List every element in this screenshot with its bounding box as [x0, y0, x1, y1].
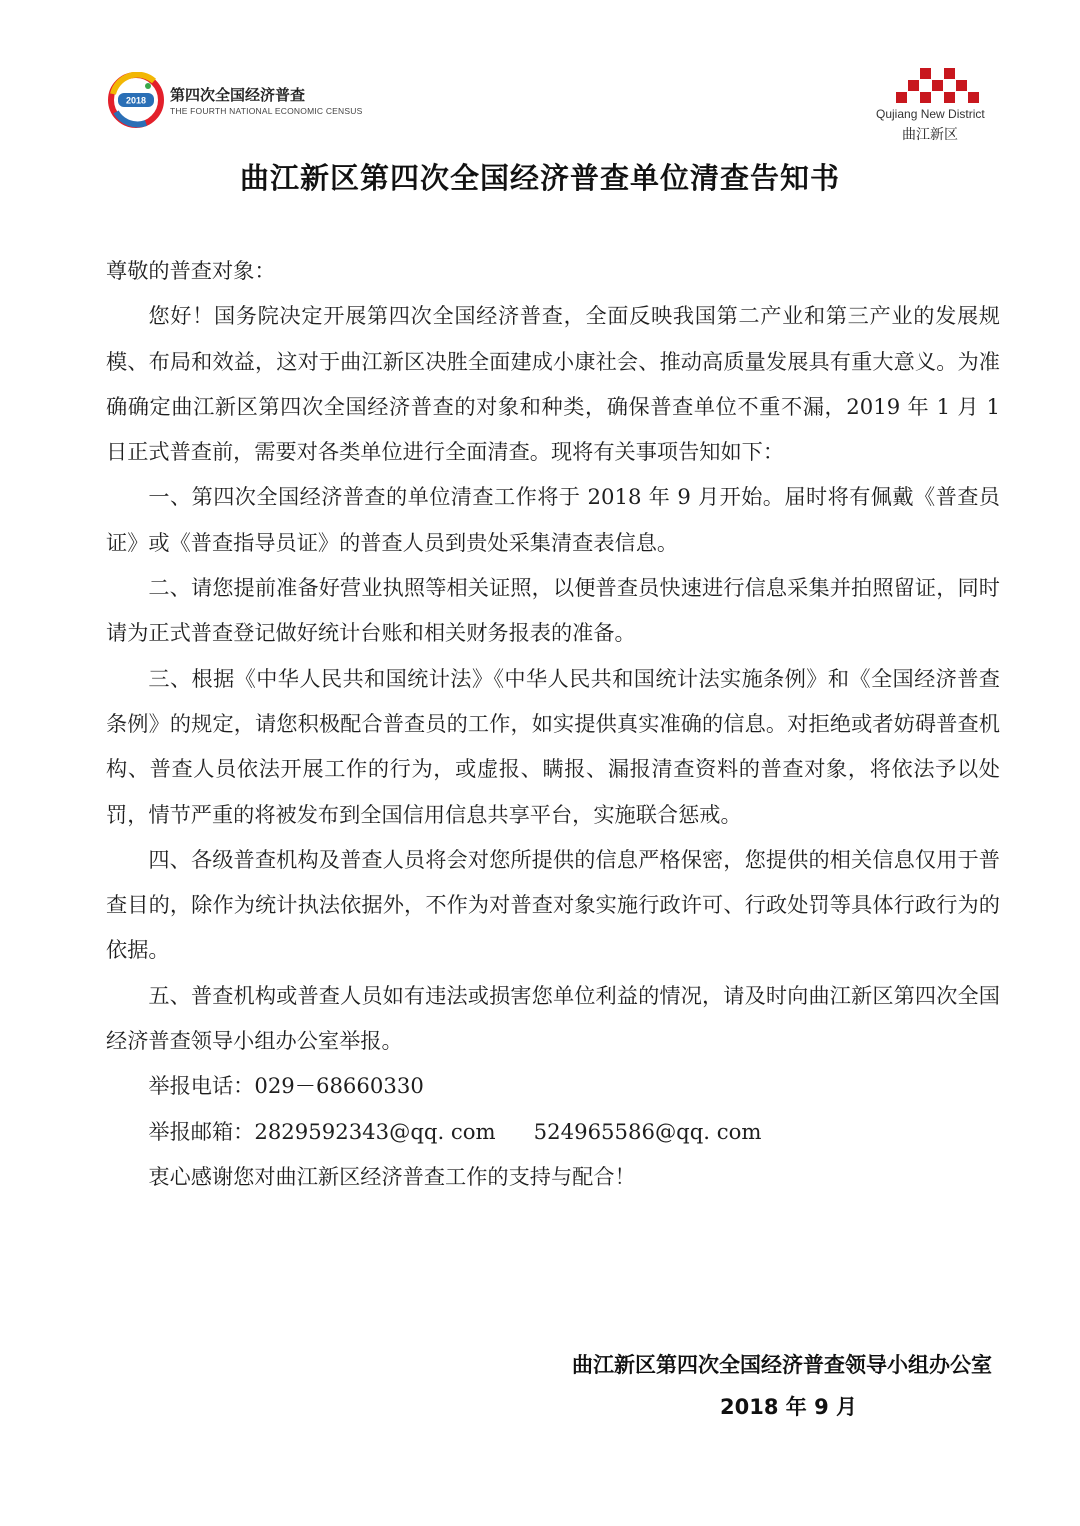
signature-block: [572, 1344, 992, 1428]
paragraph-item-3: 三、根据《中华人民共和国统计法》《中华人民共和国统计法实施条例》和《全国经济普查条例》的规定，请您积极配合普查员的工作，如实提供真实准确的信息。对拒绝或者妨碍普查机构、普查人员依法开展工作的行为，或虚报、瞒报、漏报清查资料的普查对象，将依法予以处罚，情节严重的将被发布到全国信用信息共享平台，实施联合惩戒。: [106, 665, 1000, 827]
report-email: [106, 1109, 1000, 1154]
qujiang-logo: [872, 66, 1012, 146]
paragraph-item-1: 一、第四次全国经济普查的单位清查工作将于 2018 年 9 月开始。届时将有佩戴《普查员证》或《普查指导员证》的普查人员到贵处采集清查表信息。: [106, 484, 1000, 555]
document-title: 曲江新区第四次全国经济普查单位清查告知书: [239, 161, 840, 195]
salutation: 尊敬的普查对象：: [106, 258, 276, 283]
paragraph-item-4: 四、各级普查机构及普查人员将会对您所提供的信息严格保密，您提供的相关信息仅用于普查目的，除作为统计执法依据外，不作为对普查对象实施行政许可、行政处罚等具体行政行为的依据。: [106, 846, 1000, 963]
signature-date: 2018 年 9 月: [720, 1395, 857, 1419]
paragraph-item-2: 二、请您提前准备好营业执照等相关证照，以便普查员快速进行信息采集并拍照留证，同时请为正式普查登记做好统计台账和相关财务报表的准备。: [106, 575, 1000, 646]
census-logo-english: THE FOURTH NATIONAL ECONOMIC CENSUS: [170, 106, 363, 116]
census-logo-year: 2018: [125, 95, 147, 106]
report-phone: [106, 1063, 1000, 1108]
census-logo: [108, 72, 363, 128]
report-phone-number: 029－68660330: [254, 1073, 424, 1099]
paragraph-item-5: 五、普查机构或普查人员如有违法或损害您单位利益的情况，请及时向曲江新区第四次全国经济普查领导小组办公室举报。: [106, 982, 1000, 1054]
census-logo-name: 第四次全国经济普查: [170, 86, 306, 104]
report-email-label: 举报邮箱：: [148, 1118, 255, 1144]
qujiang-logo-english: Qujiang New District: [876, 107, 985, 121]
signature-organization: 曲江新区第四次全国经济普查领导小组办公室: [572, 1353, 992, 1377]
qujiang-logo-name: 曲江新区: [902, 127, 958, 143]
closing-thanks: 衷心感谢您对曲江新区经济普查工作的支持与配合！: [148, 1163, 636, 1189]
report-email-2: 524965586@qq. com: [533, 1118, 762, 1144]
report-phone-label: 举报电话：: [148, 1073, 255, 1099]
qujiang-logo-mark: [872, 66, 1012, 108]
document-body: [106, 248, 1000, 1199]
paragraph-intro: 您好！国务院决定开展第四次全国经济普查，全面反映我国第二产业和第三产业的发展规模、布局和效益，这对于曲江新区决胜全面建成小康社会、推动高质量发展具有重大意义。为准确确定曲江新区第四次全国经济普查的对象和种类，确保普查单位不重不漏，2019 年 1 月 1 日正式普查前，需要对各类单位进行全面清查。现将有关事项告知如下：: [106, 303, 1000, 465]
report-email-1: 2829592343@qq. com: [254, 1118, 496, 1144]
census-logo-emblem: [108, 72, 164, 128]
